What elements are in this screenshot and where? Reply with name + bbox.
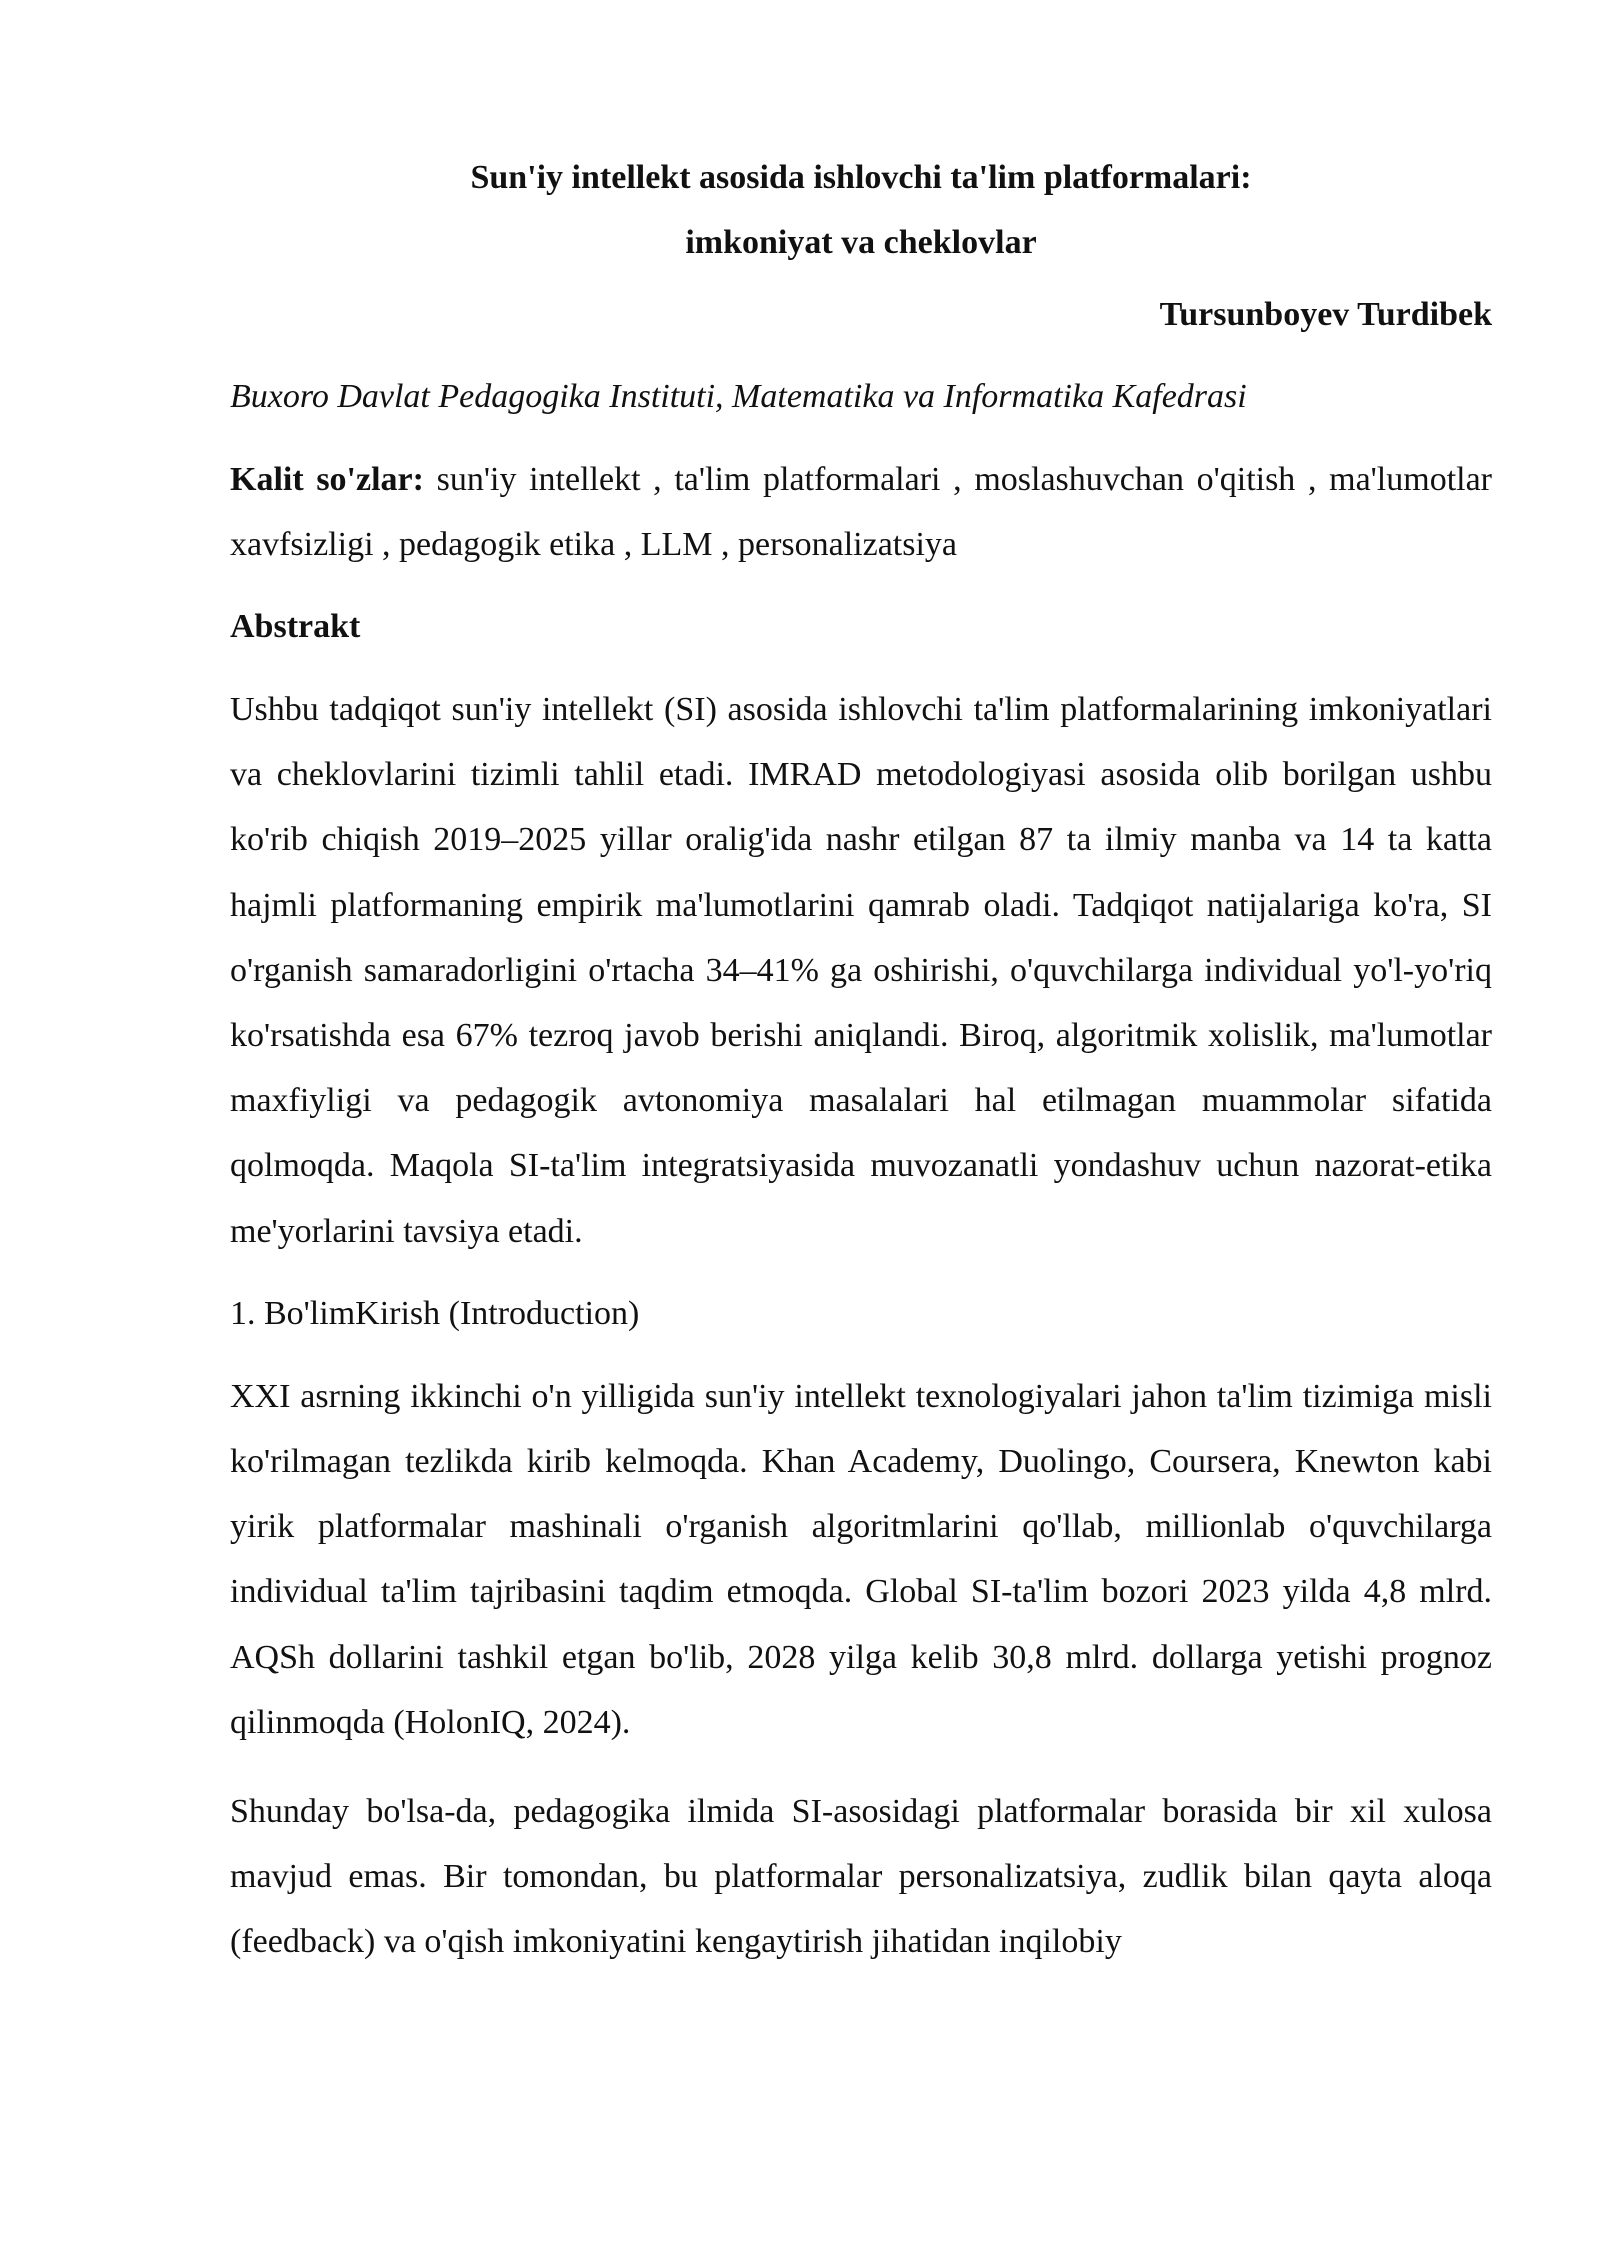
keywords-block — [230, 447, 1492, 577]
keywords-label: Kalit so'zlar: — [230, 461, 424, 498]
author-affiliation: Buxoro Davlat Pedagogika Instituti, Matematika va Informatika Kafedrasi — [230, 378, 1247, 415]
document-page — [230, 145, 1492, 1975]
abstract-text: Ushbu tadqiqot sun'iy intellekt (SI) asosida ishlovchi ta'lim platformalarining imkoniyatlari va cheklovlarini tizimli tahlil etadi. IMRAD metodologiyasi asosida olib borilgan ushbu ko'rib chiqish 2019–2025 yillar oralig'ida nashr etilgan 87 ta ilmiy manba va 14 ta katta hajmli platformaning empirik ma'lumotlarini qamrab oladi. Tadqiqot natijalariga ko'ra, SI o'rganish samaradorligini o'rtacha 34–41% ga oshirishi, o'quvchilarga individual yo'l-yo'riq ko'rsatishda esa 67% tezroq javob berishi aniqlandi. Biroq, algoritmik xolislik, ma'lumotlar maxfiyligi va pedagogik avtonomiya masalalari hal etilmagan muammolar sifatida qolmoqda. Maqola SI-ta'lim integratsiyasida muvozanatli yondashuv uchun nazorat-etika me'yorlarini tavsiya etadi. — [230, 691, 1492, 1250]
section-1-title: 1. Bo'limKirish (Introduction) — [230, 1294, 640, 1332]
paper-title — [230, 145, 1492, 275]
intro-paragraph-2: Shunday bo'lsa-da, pedagogika ilmida SI-asosidagi platformalar borasida bir xil xulosa mavjud emas. Bir tomondan, bu platformalar personalizatsiya, zudlik bilan qayta aloqa (feedback) va o'qish imkoniyatini kengaytirish jihatidan inqilobiy — [230, 1793, 1492, 1961]
intro-paragraph-1: XXI asrning ikkinchi o'n yilligida sun'iy intellekt texnologiyalari jahon ta'lim tizimiga misli ko'rilmagan tezlikda kirib kelmoqda. Khan Academy, Duolingo, Coursera, Knewton kabi yirik platformalar mashinali o'rganish algoritmlarini qo'llab, millionlab o'quvchilarga individual ta'lim tajribasini taqdim etmoqda. Global SI-ta'lim bozori 2023 yilda 4,8 mlrd. AQSh dollarini tashkil etgan bo'lib, 2028 yilga kelib 30,8 mlrd. dollarga yetishi prognoz qilinmoqda (HolonIQ, 2024). — [230, 1377, 1492, 1741]
abstract-heading: Abstrakt — [230, 608, 361, 645]
paper-title-line-2: imkoniyat va cheklovlar — [685, 224, 1037, 261]
keywords-list: sun'iy intellekt , ta'lim platformalari , moslashuvchan o'qitish , ma'lumotlar xavfsizligi , pedagogik etika , LLM , personalizatsiya — [230, 461, 1493, 563]
paper-title-line-1: Sun'iy intellekt asosida ishlovchi ta'lim platformalari: — [470, 159, 1252, 196]
author-name: Tursunboyev Turdibek — [1159, 296, 1492, 333]
